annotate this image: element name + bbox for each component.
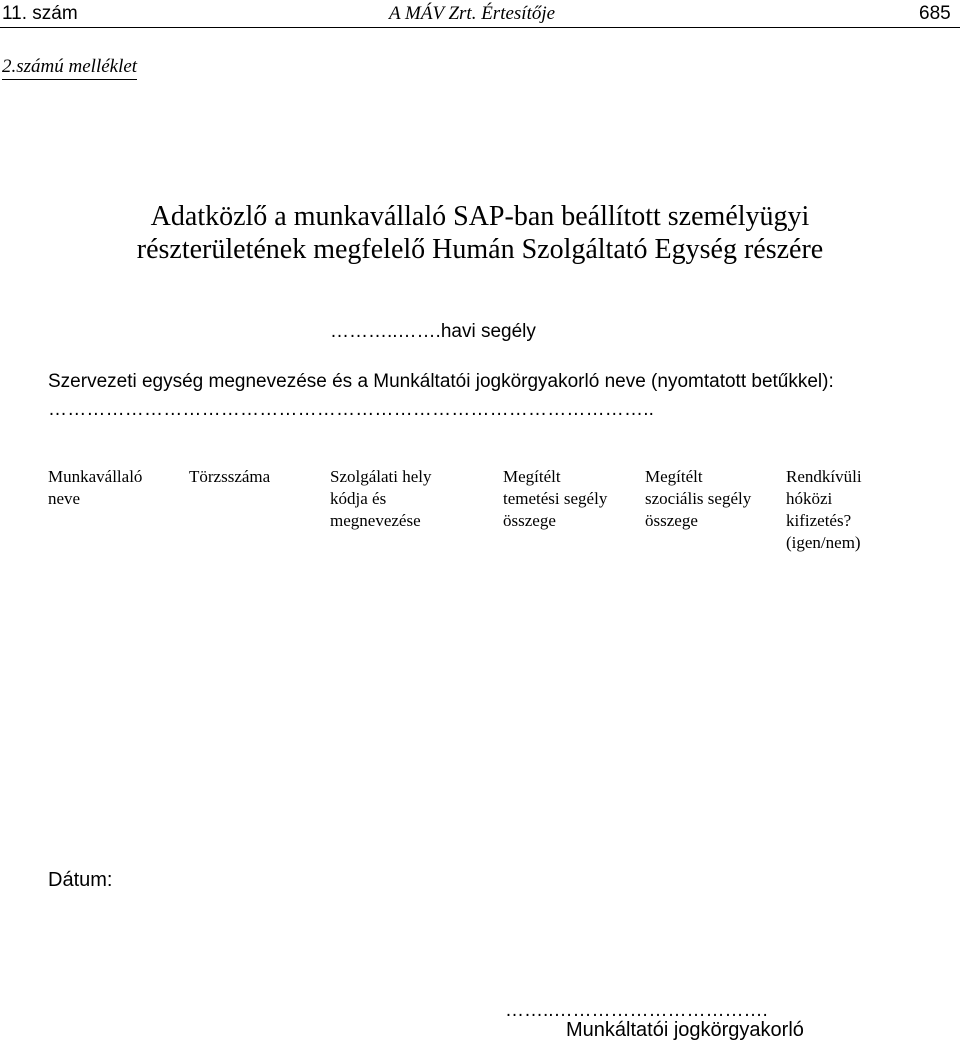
col-header-line: temetési segély — [503, 489, 608, 508]
col-header-line: (igen/nem) — [786, 533, 861, 552]
header-rule — [0, 27, 960, 28]
col-header-line: Megítélt — [503, 467, 561, 486]
col-header-line: kifizetés? — [786, 511, 852, 530]
title-line-1: Adatközlő a munkavállaló SAP-ban beállított személyügyi — [150, 201, 810, 232]
col-header-funeral-aid — [503, 466, 607, 532]
col-header-line: Munkavállaló — [48, 467, 143, 486]
org-unit-label: Szervezeti egység megnevezése és a Munkáltatói jogkörgyakorló neve (nyomtatott betűkkel): — [48, 371, 834, 392]
col-header-line: megnevezése — [330, 511, 421, 530]
page-number: 685 — [919, 3, 951, 24]
title-line-2: részterületének megfelelő Humán Szolgáltató Egység részére — [136, 234, 824, 265]
signature-fill-line: ……..……………………………. — [505, 1000, 768, 1021]
col-header-social-aid — [645, 466, 751, 532]
col-header-line: hóközi — [786, 489, 833, 508]
col-header-line: neve — [48, 489, 81, 508]
monthly-aid-field: ………..…….havi segély — [330, 321, 536, 342]
col-header-employee-id — [189, 466, 270, 488]
org-unit-fill-line: ………………………………………………………………………………….. — [48, 399, 655, 420]
col-header-workplace — [330, 466, 432, 532]
col-header-line: Rendkívüli — [786, 467, 862, 486]
col-header-line: kódja és — [330, 489, 387, 508]
annex-label: 2.számú melléklet — [2, 55, 137, 80]
col-header-extraordinary-payment — [786, 466, 862, 554]
col-header-employee-name — [48, 466, 142, 510]
col-header-line: összege — [503, 511, 556, 530]
col-header-line: szociális segély — [645, 489, 752, 508]
col-header-line: összege — [645, 511, 698, 530]
col-header-line: Megítélt — [645, 467, 703, 486]
document-title — [0, 200, 960, 266]
signature-label: Munkáltatói jogkörgyakorló — [566, 1019, 804, 1041]
issue-number: 11. szám — [2, 3, 78, 24]
publication-title: A MÁV Zrt. Értesítője — [389, 3, 556, 24]
date-label: Dátum: — [48, 869, 113, 891]
col-header-line: Szolgálati hely — [330, 467, 432, 486]
col-header-line: Törzsszáma — [189, 467, 271, 486]
